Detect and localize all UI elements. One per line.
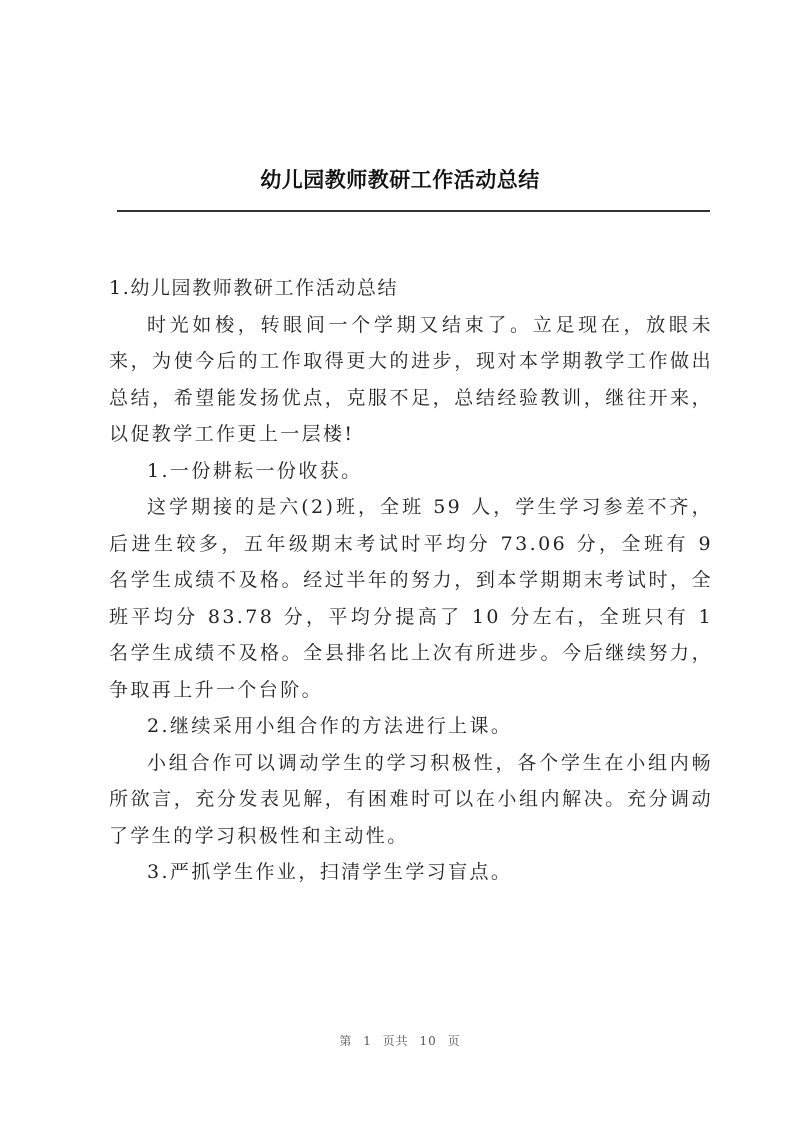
paragraph-group-work: 小组合作可以调动学生的学习积极性，各个学生在小组内畅所欲言，充分发表见解，有困难时可以在小组内解决。充分调动了学生的学习积极性和主动性。 (109, 751, 713, 847)
page-number-footer: 第 1 页共 10 页 (339, 1034, 461, 1048)
title-divider (117, 210, 710, 212)
subheading-3: 3.严抓学生作业，扫清学生学习盲点。 (147, 861, 513, 883)
intro-paragraph: 时光如梭，转眼间一个学期又结束了。立足现在，放眼未来，为使今后的工作取得更大的进步，现对本学期教学工作做出总结，希望能发扬优点，克服不足，总结经验教训，继往开来，以促教学工作更上一层楼! (109, 313, 713, 445)
subheading-2: 2.继续采用小组合作的方法进行上课。 (147, 715, 513, 737)
document-body (109, 270, 713, 891)
paragraph-results: 这学期接的是六(2)班，全班 59 人，学生学习参差不齐，后进生较多，五年级期末考试时平均分 73.06 分，全班有 9 名学生成绩不及格。经过半年的努力，到本学期期末考试时，全班平均分 83.78 分，平均分提高了 10 分左右，全班只有 1 名学生成绩不及格。全县排名比上次有所进步。今后继续努力，争取再上升一个台阶。 (109, 496, 713, 701)
subheading-1: 1.一份耕耘一份收获。 (147, 459, 363, 482)
document-title: 幼儿园教师教研工作活动总结 (260, 167, 540, 192)
section-heading: 1.幼儿园教师教研工作活动总结 (109, 277, 399, 299)
